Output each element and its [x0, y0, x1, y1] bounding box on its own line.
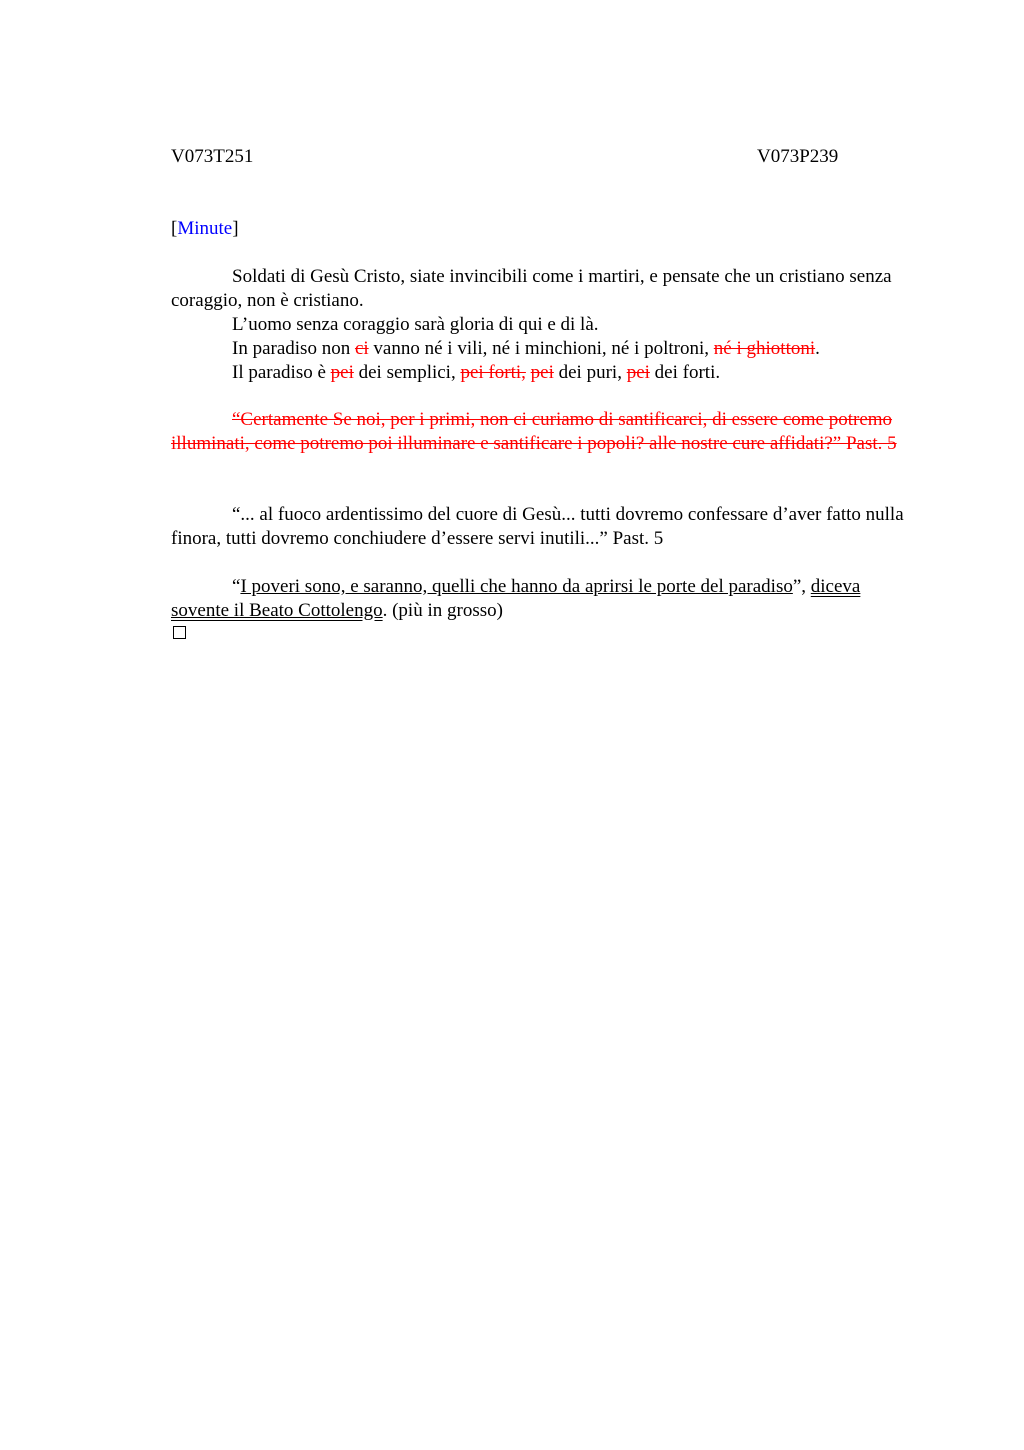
deleted-text: pei [530, 362, 554, 383]
deleted-text: ci [354, 338, 369, 359]
paragraph-courage: L’uomo senza coraggio sarà gloria di qui e di là. [232, 314, 599, 335]
text-block-soldiers [171, 265, 921, 385]
paragraph-paradise-1 [171, 337, 921, 361]
text-run: vanno né i vili, né i minchioni, né i poltroni, [368, 338, 714, 359]
text-run: dei semplici, [353, 362, 461, 383]
underlined-text: I poveri sono, e saranno, quelli che hanno da aprirsi le porte del paradiso [240, 576, 793, 597]
paragraph-soldiers: Soldati di Gesù Cristo, siate invincibili come i martiri, e pensate che un cristiano senza coraggio, non è cristiano. [171, 266, 892, 311]
empty-square-symbol [173, 626, 186, 639]
text-run: . [815, 338, 820, 359]
deleted-text: pei [626, 362, 650, 383]
document-code-left: V073T251 [171, 146, 254, 167]
quote-jesus-heart: “... al fuoco ardentissimo del cuore di Gesù... tutti dovremo confessare d’aver fatto nulla finora, tutti dovremo conchiudere d’essere servi inutili...” Past. 5 [171, 504, 904, 549]
deleted-quote: “Certamente Se noi, per i primi, non ci curiamo di santificarci, di essere come potremo illuminati, come potremo poi illuminare e santificare i popoli? alle nostre cure affidati?” Past. 5 [171, 409, 897, 454]
double-underlined-text: diceva sovente il Beato Cottolengo [171, 576, 861, 621]
section-label-text: Minute [177, 218, 233, 239]
text-run: . (più in grosso) [382, 600, 503, 621]
text-block-quote-jesus [171, 503, 921, 551]
text-run: dei puri, [553, 362, 627, 383]
document-code-right: V073P239 [757, 146, 839, 167]
text-block-quote-cottolengo [171, 575, 921, 623]
deleted-text: pei [330, 362, 354, 383]
close-bracket: ] [232, 218, 239, 239]
text-block-deleted-quote [171, 408, 921, 456]
section-label [171, 217, 239, 241]
text-run: Il paradiso è [232, 362, 331, 383]
text-run: ”, [792, 576, 811, 597]
deleted-text: né i ghiottoni [713, 338, 816, 359]
quote-cottolengo [171, 575, 921, 623]
document-page [171, 0, 921, 1450]
text-run: “ [232, 576, 241, 597]
open-bracket: [ [171, 218, 178, 239]
text-run: In paradiso non [232, 338, 355, 359]
text-run: dei forti. [649, 362, 721, 383]
paragraph-paradise-2 [171, 361, 921, 385]
deleted-text: pei forti, [460, 362, 526, 383]
